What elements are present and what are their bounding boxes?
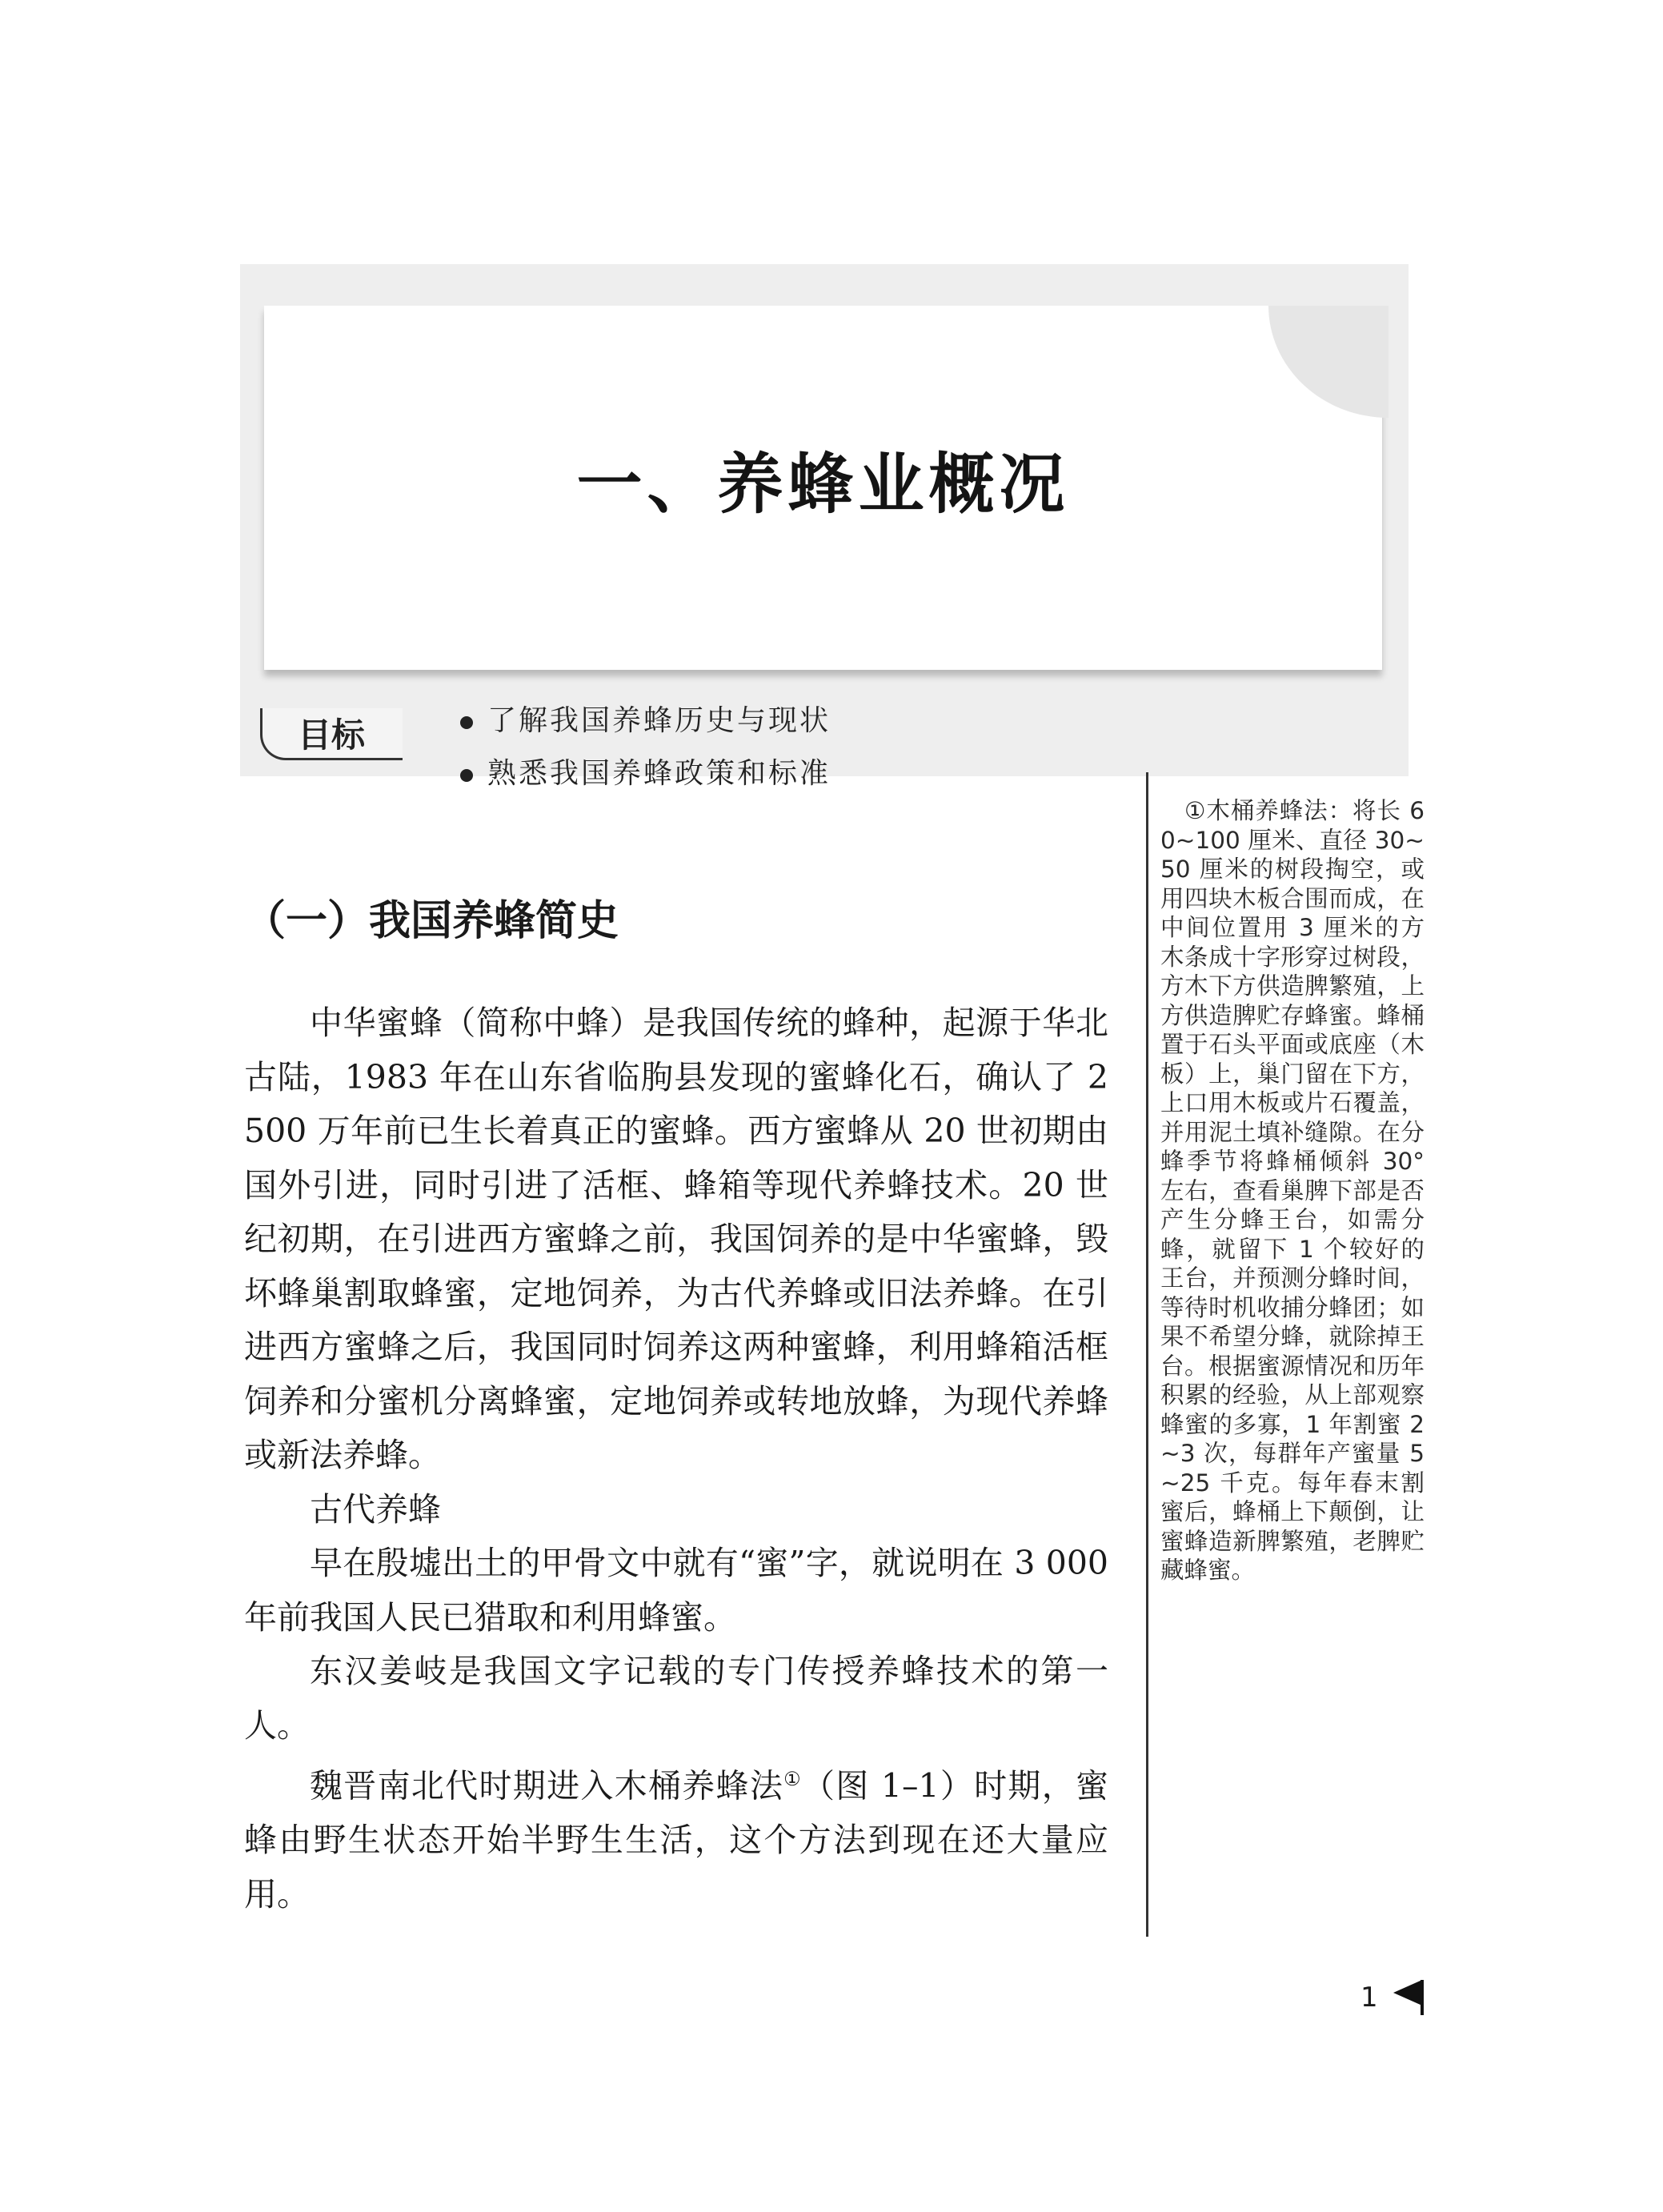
bullet-icon [460, 769, 473, 782]
body-paragraph: 东汉姜岐是我国文字记载的专门传授养蜂技术的第一人。 [244, 1652, 1108, 1745]
body-paragraph: 魏晋南北代时期进入木桶养蜂法①（图 1–1）时期，蜜蜂由野生状态开始半野生生活，这个方法到现在还大量应用。 [244, 1766, 1109, 1913]
sidenote-text: ①木桶养蜂法：将长 60~100 厘米、直径 30~50 厘米的树段掏空，或用四块木板合围而成，在中间位置用 3 厘米的方木条成十字形穿过树段，方木下方供造脾繁殖，上方供造脾贮存蜂蜜。蜂桶置于石头平面或底座（木板）上，巢门留在下方，上口用木板或片石覆盖，并用泥土填补缝隙。在分蜂季节将蜂桶倾斜 30° 左右，查看巢脾下部是否产生分蜂王台，如需分蜂，就留下 1 个较好的王台，并预测分蜂时间，等待时机收捕分蜂团；如果不希望分蜂，就除掉王台。根据蜜源情况和历年积累的经验，从上部观察蜂蜜的多寡，1 年割蜜 2~3 次，每群年产蜜量 5~25 千克。每年春末割蜜后，蜂桶上下颠倒，让蜜蜂造新脾繁殖，老脾贮藏蜂蜜。 [1160, 797, 1425, 1584]
body-text [244, 996, 1108, 1921]
section-heading: （一）我国养蜂简史 [244, 897, 619, 945]
page-number: 1 [1360, 1982, 1378, 2014]
body-paragraph: 中华蜜蜂（简称中蜂）是我国传统的蜂种，起源于华北古陆，1983 年在山东省临朐县发现的蜜蜂化石，确认了 2 500 万年前已生长着真正的蜜蜂。西方蜜蜂从 20 世初期由国外引进，同时引进了活框、蜂箱等现代养蜂技术。20 世纪初期，在引进西方蜜蜂之前，我国饲养的是中华蜜蜂，毁坏蜂巢割取蜂蜜，定地饲养，为古代养蜂或旧法养蜂。在引进西方蜜蜂之后，我国同时饲养这两种蜜蜂，利用蜂箱活框饲养和分蜜机分离蜂蜜，定地饲养或转地放蜂，为现代养蜂或新法养蜂。 [244, 1004, 1108, 1474]
bullet-icon [460, 716, 473, 729]
body-subheading: 古代养蜂 [310, 1489, 441, 1529]
body-paragraph: 早在殷墟出土的甲骨文中就有“蜜”字，就说明在 3 000 年前我国人民已猎取和利用蜂蜜。 [244, 1544, 1108, 1637]
objective-item: 熟悉我国养蜂政策和标准 [460, 751, 831, 791]
footnote-marker[interactable]: ① [783, 1768, 802, 1790]
objective-item: 了解我国养蜂历史与现状 [460, 698, 831, 739]
page-marker-arrow-icon [1389, 1977, 1429, 2015]
objectives-label: 目标 [298, 715, 366, 755]
sidenote-divider [1146, 772, 1148, 1937]
sidenote [1160, 796, 1425, 1585]
chapter-title: 一、养蜂业概况 [576, 447, 1070, 523]
